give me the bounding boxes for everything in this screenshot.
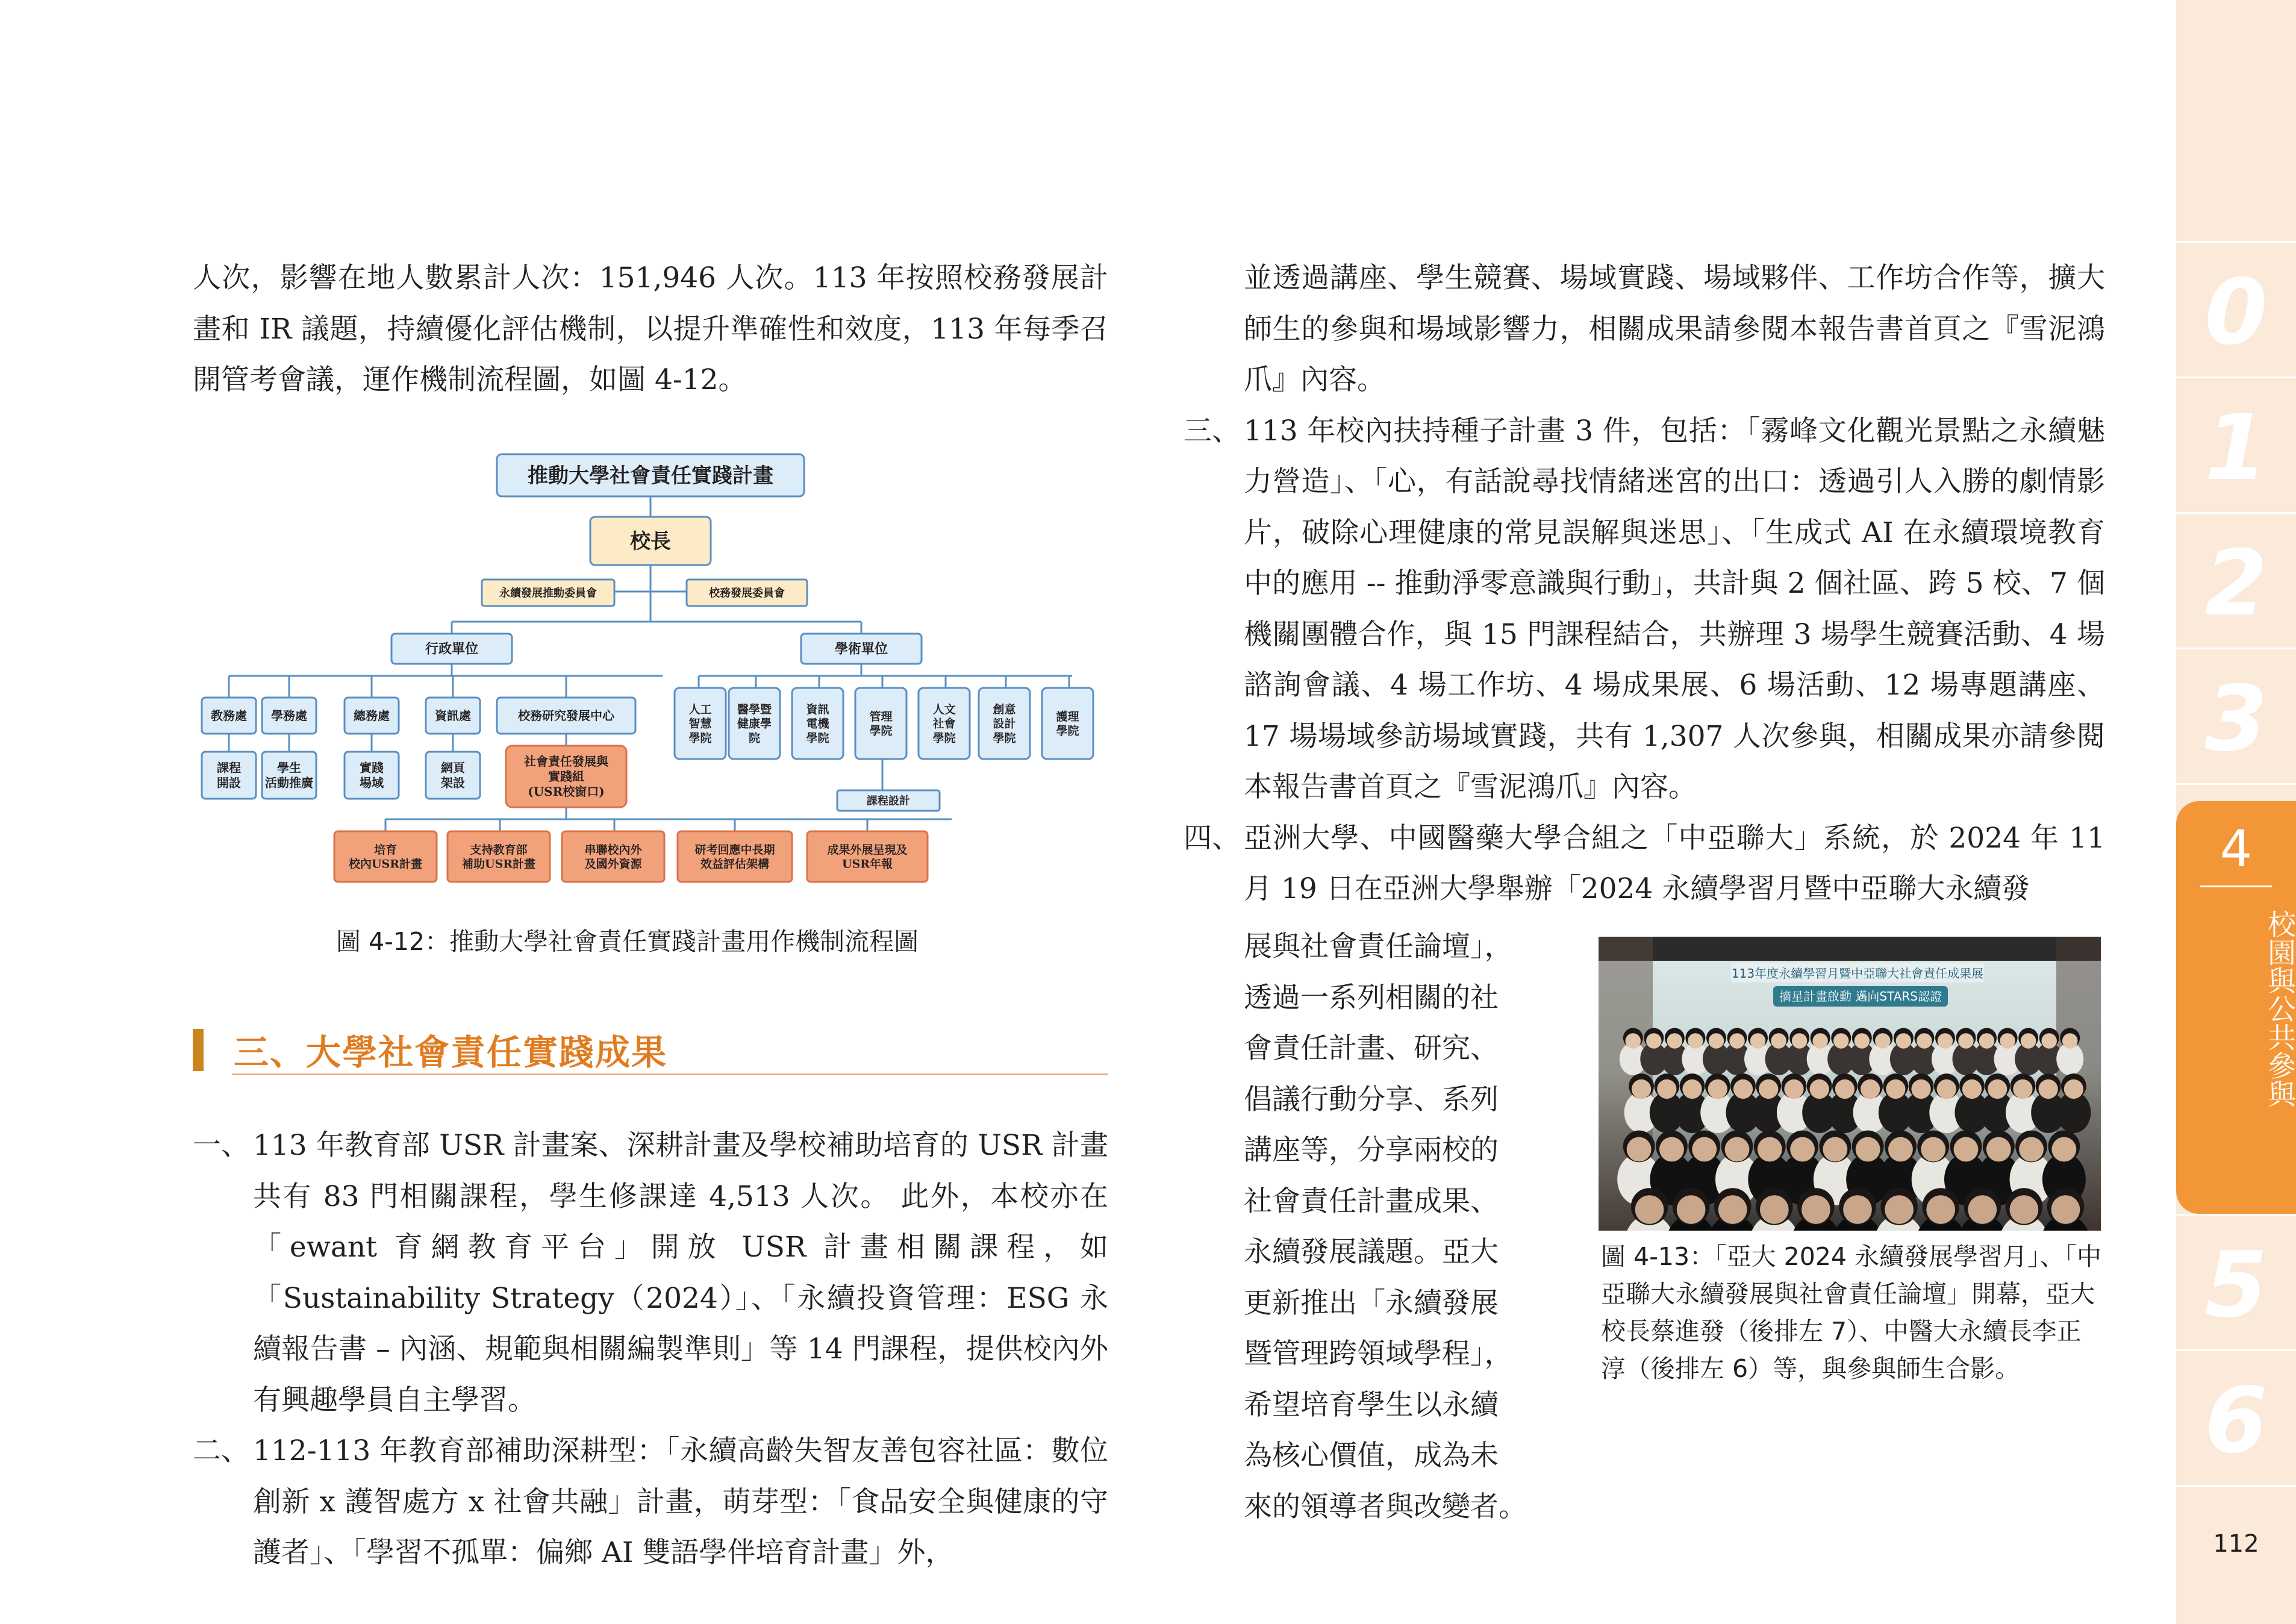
chapter-tab-6[interactable]	[2176, 1349, 2296, 1485]
admin-unit-box-text: 教務處	[211, 708, 247, 723]
person-face	[2000, 1033, 2015, 1049]
outcome-box-text: 支持教育部	[470, 843, 528, 857]
chapter-tab-5[interactable]	[2176, 1214, 2296, 1349]
narrow-line: 透過一系列相關的社	[1244, 981, 1499, 1014]
person-face	[1921, 1137, 1945, 1162]
admin-task-box-text: 課程	[217, 760, 241, 775]
person-face	[2064, 1079, 2083, 1099]
branch-box-text: 學術單位	[834, 641, 888, 657]
college-box-text: 學院	[1056, 724, 1079, 738]
person-face	[1986, 1137, 2011, 1162]
person-face	[1812, 1033, 1828, 1049]
continued-text: 並透過講座、學生競賽、場域實踐、場域夥伴、工作坊合作等，擴大師生的參與和場域影響力，相關成果請參閱本報告書首頁之『雪泥鴻爪』內容。	[1244, 261, 2105, 396]
outcome-box-text: 培育	[373, 843, 398, 857]
list-item-1	[193, 1120, 1108, 1426]
person-face	[1646, 1033, 1662, 1049]
person-face	[1856, 1137, 1880, 1162]
chapter-divider	[2176, 648, 2296, 649]
president-box-text: 校長	[630, 529, 671, 554]
usr-unit-box	[506, 746, 626, 807]
admin-task-box-text: 場域	[360, 775, 384, 790]
person-face	[2041, 1033, 2057, 1049]
research-center-box	[497, 698, 635, 734]
branch-box-text: 行政單位	[425, 641, 479, 657]
chapter-tab-1[interactable]	[2176, 376, 2296, 512]
admin-task-box-text: 架設	[441, 775, 465, 790]
person-face	[1835, 1079, 1855, 1099]
admin-unit-box	[262, 698, 316, 734]
chapter-digit: 5	[2204, 1233, 2268, 1338]
person-face	[1792, 1033, 1808, 1049]
person-face	[1979, 1033, 1995, 1049]
person-face	[1954, 1137, 1979, 1162]
chapter-divider	[2176, 241, 2296, 243]
list-item-number: 二、	[193, 1434, 249, 1467]
heading-bar	[193, 1029, 204, 1071]
outcome-box-text: 補助USR計畫	[461, 857, 536, 871]
college-box	[729, 688, 780, 759]
chapter-tab-2[interactable]	[2176, 512, 2296, 648]
org-chart-svg	[193, 446, 1108, 922]
person-face	[2039, 1079, 2058, 1099]
college-box-text: 醫學暨	[737, 702, 772, 716]
admin-task-box	[345, 752, 399, 799]
admin-task-box	[426, 752, 480, 799]
admin-task-box-text: 活動推廣	[265, 775, 313, 790]
person-face	[1709, 1033, 1724, 1049]
person-face	[1833, 1033, 1849, 1049]
person-face	[1896, 1033, 1912, 1049]
person-face	[1760, 1195, 1789, 1224]
admin-unit-box-text: 資訊處	[435, 708, 471, 723]
college-box-text: 創意	[993, 702, 1016, 716]
person-face	[1968, 1195, 1997, 1224]
person-face	[1937, 1079, 1956, 1099]
figure-4-12-caption: 圖 4-12：推動大學社會責任實踐計畫用作機制流程圖	[336, 927, 919, 956]
outcome-box-text: 校內USR計畫	[348, 857, 423, 871]
admin-unit-box-text: 總務處	[354, 708, 390, 723]
person-face	[1771, 1033, 1786, 1049]
list-item-4-continued	[1244, 922, 1545, 1532]
photo-banner-text: 113年度永續學習月暨中亞聯大社會責任成果展	[1731, 966, 1984, 981]
person-face	[1784, 1079, 1803, 1099]
list-item-number: 一、	[193, 1129, 249, 1162]
org-chart-figure	[193, 446, 1108, 922]
person-face	[1688, 1033, 1703, 1049]
college-box-text: 學院	[993, 731, 1016, 745]
person-face	[2051, 1137, 2076, 1162]
outcome-box-text: USR年報	[841, 857, 893, 871]
narrow-line: 講座等，分享兩校的	[1244, 1134, 1499, 1167]
person-face	[1885, 1195, 1914, 1224]
continued-paragraph	[1184, 253, 2105, 406]
person-face	[2019, 1137, 2044, 1162]
narrow-line: 暨管理跨領域學程」，	[1244, 1337, 1513, 1370]
usr-unit-box-text: 社會責任發展與	[524, 754, 608, 769]
person-face	[1632, 1079, 1651, 1099]
person-face	[1750, 1033, 1766, 1049]
narrow-line: 更新推出「永續發展	[1244, 1286, 1499, 1320]
person-face	[1790, 1137, 1815, 1162]
figure-4-13-caption: 圖 4-13：「亞大 2024 永續發展學習月」、「中亞聯大永續發展與社會責任論壇」開幕，亞大校長蔡進發（後排左 7）、中醫大永續長李正淳（後排左 6）等，與參與師生合影。	[1601, 1242, 2101, 1383]
active-chapter-divider	[2200, 885, 2272, 887]
outcome-box-text: 串聯校內外	[584, 843, 642, 857]
person-face	[1657, 1079, 1676, 1099]
course-design-box	[837, 790, 940, 811]
active-chapter-number: 4	[2220, 819, 2253, 878]
person-face	[1855, 1033, 1870, 1049]
college-box	[855, 688, 906, 759]
narrow-line: 社會責任計畫成果、	[1244, 1184, 1499, 1218]
usr-unit-box-text: (USR校窗口)	[528, 784, 605, 799]
outcome-box	[334, 831, 437, 882]
college-box-text: 學院	[806, 731, 829, 745]
intro-paragraph: 人次，影響在地人數累計人次：151,946 人次。113 年按照校務發展計畫和 IR 議題，持續優化評估機制，以提升準確性和效度，113 年每季召開管考會議，運作機制流程圖，如圖 4-12。	[193, 261, 1108, 396]
narrow-line: 為核心價值，成為未	[1244, 1439, 1499, 1472]
college-box	[792, 688, 843, 759]
heading-rule	[232, 1073, 1108, 1075]
outcome-box-text: 及國外資源	[584, 857, 642, 871]
admin-unit-box	[426, 698, 480, 734]
chapter-digit: 1	[2204, 396, 2268, 501]
college-box-text: 智慧	[688, 717, 712, 731]
college-box-text: 資訊	[806, 702, 829, 716]
chapter-digit: 6	[2204, 1369, 2268, 1473]
right-column	[1184, 253, 2105, 915]
college-box	[675, 688, 726, 759]
outcome-box	[562, 831, 664, 882]
usr-unit-box-text: 實踐組	[548, 769, 584, 784]
outcome-box	[448, 831, 550, 882]
person-face	[1659, 1137, 1684, 1162]
outcome-box-text: 研考回應中長期	[694, 843, 775, 857]
chart-title-box	[497, 454, 804, 496]
admin-unit-box	[345, 698, 399, 734]
person-face	[1718, 1195, 1747, 1224]
branch-box	[392, 634, 512, 664]
chapter-divider	[2176, 376, 2296, 378]
person-face	[1759, 1079, 1778, 1099]
list-item-text: 亞洲大學、中國醫藥大學合組之「中亞聯大」系統，於 2024 年 11 月 19 日在亞洲大學舉辦「2024 永續學習月暨中亞聯大永續發	[1244, 821, 2105, 905]
person-face	[1635, 1195, 1664, 1224]
person-face	[1886, 1079, 1905, 1099]
person-face	[1802, 1195, 1830, 1224]
chapter-divider	[2176, 1485, 2296, 1487]
list-item-number: 四、	[1184, 821, 1240, 855]
person-face	[1627, 1137, 1652, 1162]
person-face	[1888, 1137, 1913, 1162]
person-face	[1958, 1033, 1974, 1049]
committee-box	[482, 579, 614, 606]
person-face	[1810, 1079, 1829, 1099]
person-face	[1692, 1137, 1717, 1162]
person-face	[1667, 1033, 1683, 1049]
college-box-text: 院	[748, 731, 761, 745]
chapter-tab-0[interactable]	[2176, 241, 2296, 376]
left-column	[193, 253, 1108, 406]
college-box-text: 人文	[932, 702, 956, 716]
person-face	[2062, 1033, 2078, 1049]
college-box	[1042, 688, 1093, 759]
list-item-text: 112-113 年教育部補助深耕型：「永續高齡失智友善包容社區：數位創新 x 護智處方 x 社會共融」計畫，萌芽型：「食品安全與健康的守護者」、「學習不孤單：偏鄉 AI 雙語學伴培育計畫」外，	[253, 1434, 1108, 1569]
admin-task-box-text: 學生	[277, 760, 301, 775]
list-item-text: 113 年教育部 USR 計畫案、深耕計畫及學校補助培育的 USR 計畫共有 83 門相關課程，學生修課達 4,513 人次。 此外，本校亦在「ewant 育網教育平台」開放 USR 計畫相關課程，如「Sustainability Strategy（2024）」、「永續投資管理：ESG 永續報告書 – 內涵、規範與相關編製準則」等 14 門課程，提供校內外有興趣學員自主學習。	[253, 1129, 1108, 1417]
committee-box	[687, 579, 807, 606]
college-box-text: 學院	[688, 731, 712, 745]
chart-title-box-text: 推動大學社會責任實踐計畫	[528, 463, 773, 488]
left-items	[193, 1120, 1108, 1579]
chapter-digit: 0	[2204, 260, 2268, 365]
narrow-line: 展與社會責任論壇」，	[1244, 930, 1513, 963]
branch-box	[801, 634, 922, 664]
narrow-line: 來的領導者與改變者。	[1244, 1490, 1527, 1523]
person-face	[2021, 1033, 2036, 1049]
person-face	[1861, 1079, 1880, 1099]
college-box-text: 電機	[806, 717, 829, 731]
college-box	[979, 688, 1030, 759]
chapter-divider	[2176, 1214, 2296, 1216]
list-item-text: 113 年校內扶持種子計畫 3 件，包括：「霧峰文化觀光景點之永續魅力營造」、「心，有話說尋找情緒迷宮的出口：透過引人入勝的劇情影片，破除心理健康的常見誤解與迷思」、「生成式 AI 在永續環境教育中的應用 -- 推動淨零意識與行動」，共計與 2 個社區、跨 5 校、7 個機關團體合作，與 15 門課程結合，共辦理 3 場學生競賽活動、4 場諮詢會議、4 場工作坊、4 場成果展、6 場活動、12 場專題講座、17 場場域參訪場域實踐，共有 1,307 人次參與，相關成果亦請參閱本報告書首頁之『雪泥鴻爪』內容。	[1244, 414, 2105, 804]
chapter-digit: 2	[2204, 531, 2268, 636]
outcome-box-text: 效益評估架構	[700, 857, 770, 871]
person-face	[1725, 1137, 1750, 1162]
person-face	[1911, 1079, 1930, 1099]
person-face	[1733, 1079, 1753, 1099]
person-face	[2013, 1079, 2032, 1099]
list-item-number: 三、	[1184, 414, 1240, 448]
admin-task-box-text: 實踐	[360, 760, 384, 775]
chapter-digit: 3	[2204, 667, 2268, 772]
event-photo	[1599, 937, 2101, 1231]
admin-unit-box-text: 學務處	[271, 708, 307, 723]
person-face	[1626, 1033, 1641, 1049]
admin-task-box	[262, 752, 316, 799]
person-face	[1758, 1137, 1782, 1162]
college-box-text: 管理	[869, 710, 893, 723]
page-number: 112	[2213, 1530, 2259, 1558]
list-item-3	[1184, 406, 2105, 813]
president-box	[590, 517, 711, 565]
admin-task-box-text: 開設	[217, 775, 241, 790]
college-box-text: 社會	[932, 717, 956, 731]
person-face	[1708, 1079, 1727, 1099]
admin-task-box-text: 網頁	[441, 760, 465, 775]
person-face	[2051, 1195, 2080, 1224]
admin-task-box	[202, 752, 256, 799]
college-box-text: 學院	[869, 724, 893, 738]
person-face	[1917, 1033, 1932, 1049]
narrow-line: 倡議行動分享、系列	[1244, 1082, 1499, 1116]
person-face	[2010, 1195, 2039, 1224]
research-center-box-text: 校務研究發展中心	[518, 708, 614, 723]
college-box-text: 護理	[1056, 710, 1079, 723]
committee-box-text: 校務發展委員會	[709, 587, 785, 600]
college-box-text: 健康學	[737, 717, 772, 731]
college-box-text: 設計	[993, 717, 1016, 731]
narrow-line: 會責任計畫、研究、	[1244, 1032, 1499, 1065]
photo-illustration	[1599, 937, 2101, 1231]
person-face	[1988, 1079, 2007, 1099]
admin-unit-box	[202, 698, 256, 734]
photo-people	[1617, 1028, 2091, 1231]
photo-sub-text: 摘星計畫啟動 邁向STARS認證	[1779, 989, 1942, 1004]
course-design-box-text: 課程設計	[867, 795, 910, 808]
org-boxes	[202, 454, 1093, 882]
chapter-divider	[2176, 1349, 2296, 1351]
person-face	[1926, 1195, 1955, 1224]
college-box-text: 學院	[932, 731, 956, 745]
active-chapter-label: 校園與公共參與	[2263, 910, 2296, 1108]
person-face	[1938, 1033, 1953, 1049]
chapter-divider	[2176, 512, 2296, 514]
outcome-box	[807, 831, 928, 882]
college-box	[919, 688, 970, 759]
outcome-box-text: 成果外展呈現及	[827, 843, 908, 857]
person-face	[1843, 1195, 1872, 1224]
section-title: 三、大學社會責任實踐成果	[234, 1032, 668, 1073]
list-item-2	[193, 1426, 1108, 1579]
person-face	[1962, 1079, 1982, 1099]
person-face	[1677, 1195, 1706, 1224]
committee-box-text: 永續發展推動委員會	[499, 587, 597, 600]
person-face	[1682, 1079, 1702, 1099]
chapter-tab-active[interactable]	[2176, 801, 2296, 1214]
section-heading	[193, 1024, 1108, 1072]
list-item-4	[1184, 813, 2105, 915]
chapter-divider	[2176, 783, 2296, 785]
college-box-text: 人工	[688, 702, 712, 716]
person-face	[1875, 1033, 1891, 1049]
chapter-tab-3[interactable]	[2176, 648, 2296, 783]
narrow-line: 希望培育學生以永續	[1244, 1388, 1499, 1422]
outcome-box	[678, 831, 792, 882]
person-face	[1823, 1137, 1847, 1162]
narrow-line: 永續發展議題。亞大	[1244, 1235, 1499, 1269]
person-face	[1729, 1033, 1745, 1049]
